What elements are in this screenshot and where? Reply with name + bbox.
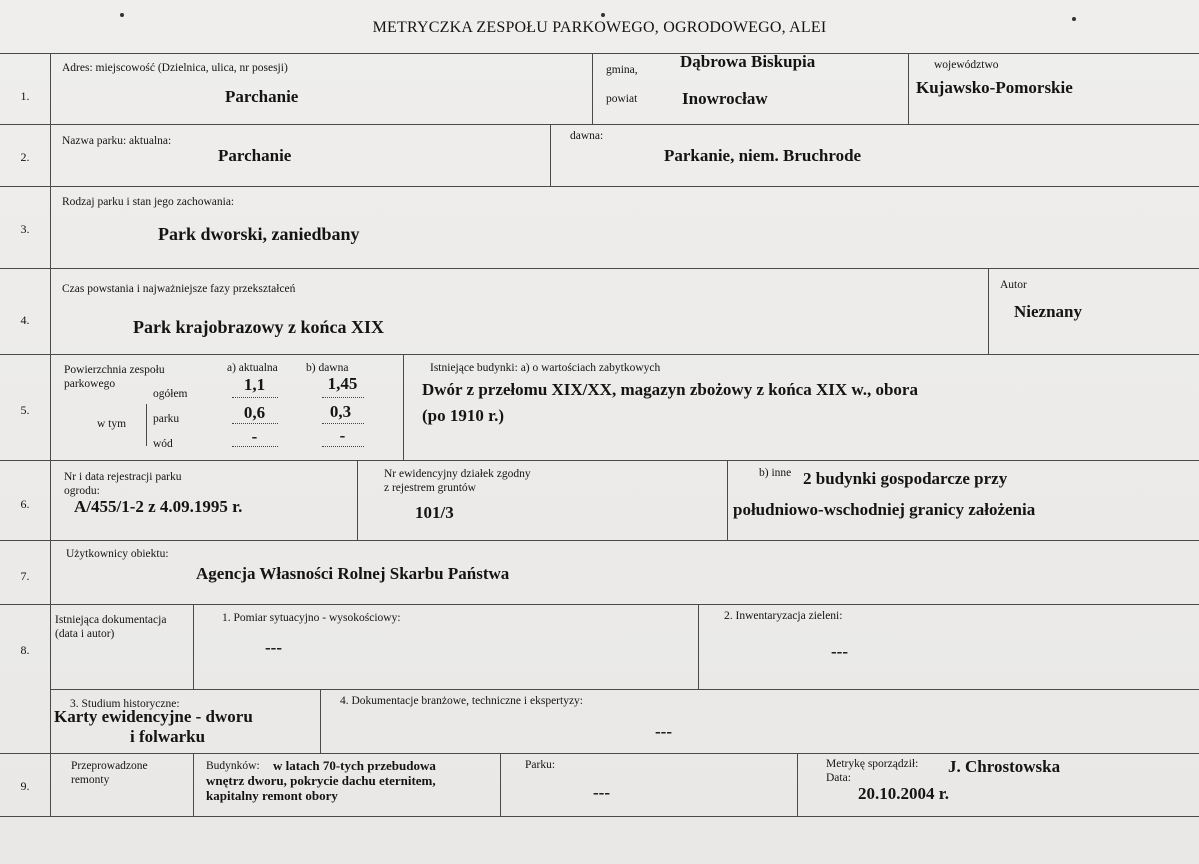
area-water-current: - — [251, 427, 258, 446]
other-buildings-line-2: południowo-wschodniej granicy założenia — [733, 500, 1036, 519]
cell-border — [500, 753, 501, 816]
renovations-label: Przeprowadzone — [71, 760, 148, 772]
row-border — [0, 53, 1199, 54]
author-label: Autor — [1000, 279, 1027, 291]
greenery-label: 2. Inwentaryzacja zieleni: — [724, 610, 843, 622]
area-label-cont: parkowego — [64, 378, 116, 390]
area-including-label: w tym — [97, 418, 127, 430]
users-label: Użytkownicy obiektu: — [66, 548, 169, 560]
plot-number-value: 101/3 — [415, 503, 454, 522]
row-border — [0, 268, 1199, 269]
cell-border — [727, 460, 728, 540]
row-number: 1. — [20, 89, 30, 103]
row-border — [0, 460, 1199, 461]
registration-label: Nr i data rejestracji parku — [64, 471, 182, 483]
documentation-label: Istniejąca dokumentacja — [55, 614, 167, 626]
area-current-header: a) aktualna — [227, 362, 278, 374]
row-border — [50, 689, 1199, 690]
row-border — [0, 816, 1199, 817]
row-border — [0, 186, 1199, 187]
dotted-line — [322, 446, 364, 447]
powiat-label: powiat — [606, 93, 638, 105]
former-name-value: Parkanie, niem. Bruchrode — [664, 146, 862, 165]
park-renovations-label: Parku: — [525, 759, 556, 771]
dotted-line — [322, 423, 364, 424]
buildings-value-line-2: (po 1910 r.) — [422, 406, 505, 425]
area-water-former: - — [339, 426, 346, 445]
gmina-value: Dąbrowa Biskupia — [680, 52, 816, 71]
park-name-value: Parchanie — [218, 146, 292, 165]
building-renovations-label: Budynków: — [206, 760, 260, 772]
registration-value: A/455/1-2 z 4.09.1995 r. — [74, 497, 243, 516]
cell-border — [357, 460, 358, 540]
row-number: 9. — [20, 779, 30, 793]
row-border — [0, 753, 1199, 754]
date-label: Data: — [826, 772, 851, 784]
building-renovations-line-3: kapitalny remont obory — [206, 788, 338, 803]
row-border — [0, 124, 1199, 125]
area-water-label: wód — [153, 438, 173, 450]
area-total-label: ogółem — [153, 388, 188, 400]
punch-dot — [120, 13, 124, 17]
voivodeship-label: województwo — [934, 59, 999, 71]
number-column-border — [50, 53, 51, 816]
cell-border — [193, 604, 194, 689]
row-number: 7. — [20, 569, 30, 583]
gmina-label: gmina, — [606, 64, 638, 76]
park-type-label: Rodzaj parku i stan jego zachowania: — [62, 196, 235, 208]
area-total-former: 1,45 — [327, 374, 358, 393]
cell-border — [550, 124, 551, 186]
row-number: 5. — [20, 403, 30, 417]
cell-border — [193, 753, 194, 816]
former-name-label: dawna: — [570, 130, 604, 142]
history-value: Park krajobrazowy z końca XIX — [133, 317, 384, 337]
cell-border — [592, 53, 593, 124]
row-border — [0, 540, 1199, 541]
greenery-value: --- — [831, 642, 848, 661]
cell-border — [403, 354, 404, 460]
plot-number-label: Nr ewidencyjny działek zgodny — [384, 468, 531, 480]
buildings-label: Istniejące budynki: a) o wartościach zabytkowych — [430, 362, 661, 374]
powiat-value: Inowrocław — [682, 89, 768, 108]
prepared-by-label: Metrykę sporządził: — [826, 758, 919, 770]
author-value: Nieznany — [1014, 302, 1082, 321]
cell-border — [698, 604, 699, 689]
building-renovations-line-1: w latach 70-tych przebudowa — [273, 758, 436, 773]
cell-border — [988, 268, 989, 354]
area-former-header: b) dawna — [306, 362, 349, 374]
area-label: Powierzchnia zespołu — [64, 364, 165, 376]
dotted-line — [232, 423, 278, 424]
row-number: 2. — [20, 150, 30, 164]
branch-docs-label: 4. Dokumentacje branżowe, techniczne i ekspertyzy: — [340, 695, 583, 707]
prepared-by-value: J. Chrostowska — [948, 757, 1061, 776]
cell-border — [320, 689, 321, 753]
buildings-value-line-1: Dwór z przełomu XIX/XX, magazyn zbożowy z końca XIX w., obora — [422, 380, 918, 399]
cell-border — [797, 753, 798, 816]
row-number: 8. — [20, 643, 30, 657]
branch-docs-value: --- — [655, 722, 672, 741]
plot-number-label-cont: z rejestrem gruntów — [384, 482, 476, 494]
row-number: 3. — [20, 222, 30, 236]
address-label: Adres: miejscowość (Dzielnica, ulica, nr posesji) — [62, 62, 288, 74]
area-park-former: 0,3 — [329, 402, 352, 421]
history-label: Czas powstania i najważniejsze fazy przekształceń — [62, 283, 296, 295]
dotted-line — [232, 397, 278, 398]
cell-border — [908, 53, 909, 124]
row-border — [0, 354, 1199, 355]
other-buildings-label: b) inne — [759, 467, 792, 479]
users-value: Agencja Własności Rolnej Skarbu Państwa — [196, 564, 510, 583]
voivodeship-value: Kujawsko-Pomorskie — [916, 78, 1073, 97]
documentation-label-cont: (data i autor) — [55, 628, 115, 640]
area-park-label: parku — [153, 413, 180, 425]
other-buildings-line-1: 2 budynki gospodarcze przy — [803, 469, 1008, 488]
row-number: 6. — [20, 497, 30, 511]
building-renovations-line-2: wnętrz dworu, pokrycie dachu eternitem, — [206, 773, 436, 788]
registration-label-cont: ogrodu: — [64, 485, 100, 497]
punch-dot — [601, 13, 605, 17]
survey-value: --- — [265, 638, 282, 657]
survey-label: 1. Pomiar sytuacyjno - wysokościowy: — [222, 612, 401, 624]
renovations-label-cont: remonty — [71, 774, 110, 786]
date-value: 20.10.2004 r. — [858, 784, 949, 803]
dotted-line — [322, 397, 364, 398]
area-park-current: 0,6 — [243, 403, 266, 422]
row-number: 4. — [20, 313, 30, 327]
brace-line — [146, 404, 147, 446]
address-value: Parchanie — [225, 87, 299, 106]
historical-study-line-2: i folwarku — [130, 727, 206, 746]
historical-study-line-1: Karty ewidencyjne - dworu — [54, 707, 253, 726]
park-name-label: Nazwa parku: aktualna: — [62, 135, 172, 147]
historical-study-label: 3. Studium historyczne: — [70, 698, 180, 710]
park-type-value: Park dworski, zaniedbany — [158, 224, 360, 244]
park-renovations-value: --- — [593, 783, 610, 802]
row-border — [0, 604, 1199, 605]
dotted-line — [232, 446, 278, 447]
form-title: METRYCZKA ZESPOŁU PARKOWEGO, OGRODOWEGO, ALEI — [372, 19, 827, 36]
area-total-current: 1,1 — [243, 375, 266, 394]
